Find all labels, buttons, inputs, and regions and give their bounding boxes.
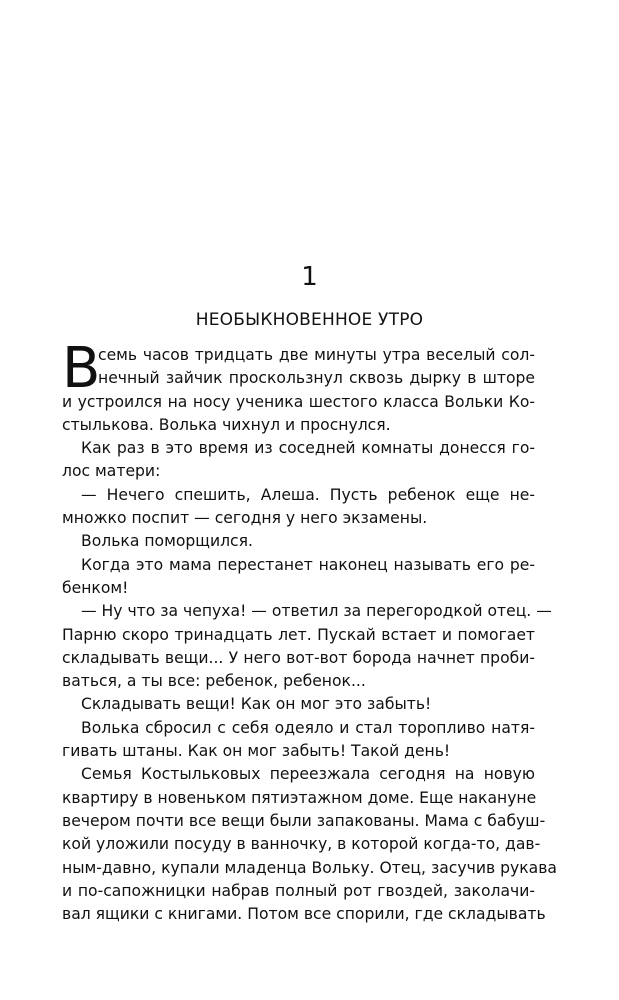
text-line: ным-давно, купали младенца Вольку. Отец, засучив рукава [62, 858, 557, 877]
chapter-title: НЕОБЫКНОВЕННОЕ УТРО [195, 310, 424, 330]
drop-cap: В [62, 336, 101, 401]
text-line: Когда это мама перестанет наконец называть его ре- [81, 555, 535, 574]
text-line: Складывать вещи! Как он мог это забыть! [81, 695, 432, 714]
text-line: Семья Костыльковых переезжала сегодня на новую [81, 765, 535, 784]
text-line: семь часов тридцать две минуты утра веселый сол- [98, 346, 535, 364]
text-line: квартиру в новеньком пятиэтажном доме. Еще накануне [62, 788, 537, 807]
text-line: и устроился на носу ученика шестого класса Вольки Ко- [62, 392, 535, 411]
text-line: лос матери: [62, 462, 161, 481]
text-line: стылькова. Волька чихнул и проснулся. [62, 415, 391, 434]
text-line: — Нечего спешить, Алеша. Пусть ребенок еще не- [81, 485, 535, 504]
text-line: ваться, а ты все: ребенок, ребенок... [62, 672, 366, 691]
text-line: Как раз в это время из соседней комнаты донесся го- [81, 439, 535, 458]
text-line: Волька поморщился. [81, 532, 253, 551]
text-line: множко поспит — сегодня у него экзамены. [62, 509, 428, 528]
text-line: — Ну что за чепуха! — ответил за перегородкой отец. — [81, 602, 552, 621]
text-line: кой уложили посуду в ванночку, в которой когда-то, дав- [62, 835, 541, 854]
text-line: гивать штаны. Как он мог забыть! Такой день! [62, 742, 451, 761]
text-line: Парню скоро тринадцать лет. Пускай встает и помогает [62, 625, 535, 644]
text-line: и по-сапожницки набрав полный рот гвоздей, заколачи- [62, 881, 535, 900]
text-line: вечером почти все вещи были запакованы. Мама с бабуш- [62, 811, 546, 830]
text-line: бенком! [62, 578, 129, 597]
text-line: Волька сбросил с себя одеяло и стал торопливо натя- [81, 718, 535, 737]
text-line: нечный зайчик проскользнул сквозь дырку в шторе [98, 369, 535, 388]
text-line: складывать вещи... У него вот-вот борода начнет проби- [62, 648, 535, 667]
chapter-text [62, 336, 557, 926]
text-line: вал ящики с книгами. Потом все спорили, где складывать [62, 905, 546, 924]
chapter-number: 1 [301, 262, 318, 292]
